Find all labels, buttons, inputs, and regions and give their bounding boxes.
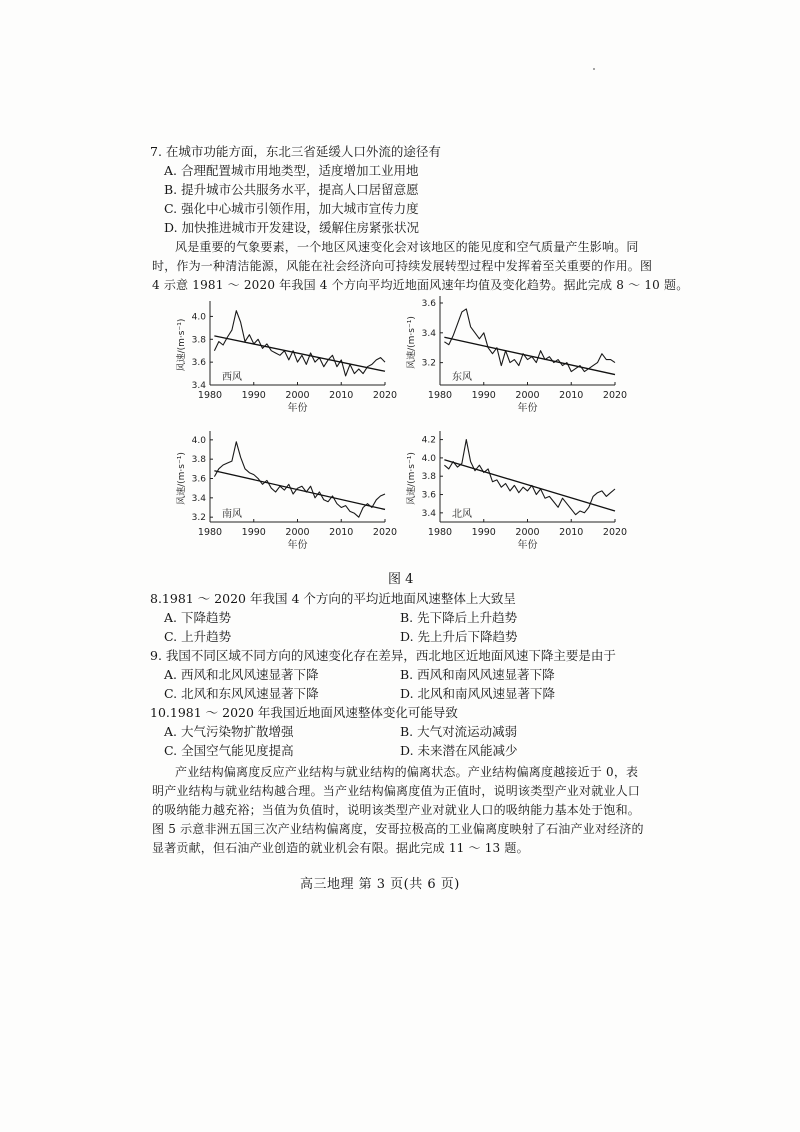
west-x-tick-label: 1990 <box>241 390 266 401</box>
east-x-tick-label: 2020 <box>602 390 628 401</box>
south-y-tick-label: 3.6 <box>191 474 206 485</box>
east-wind-speed-series <box>444 309 615 372</box>
passage1-line-3: 4 示意 1981 ～ 2020 年我国 4 个方向平均近地面风速年均值及变化趋势。据此完成 8 ～ 10 题。 <box>152 278 689 292</box>
q10-stem: 10.1981 ～ 2020 年我国近地面风速整体变化可能导致 <box>150 705 458 720</box>
east-x-tick-label: 1990 <box>471 390 496 401</box>
q8-option-c: C. 上升趋势 <box>164 629 232 644</box>
north-x-tick-label: 1980 <box>427 527 453 538</box>
west-x-tick-label: 2020 <box>372 390 398 401</box>
west-x-tick-label: 2010 <box>329 390 354 401</box>
passage2-line-2: 明产业结构与就业结构越合理。当产业结构偏离度值为正值时，说明该类型产业对就业人口 <box>152 784 641 798</box>
west-panel-label: 西风 <box>222 372 242 383</box>
south-y-tick-label: 3.2 <box>191 513 206 524</box>
west-x-tick-label: 1980 <box>197 390 223 401</box>
west-y-axis-title: 风速/(m·s⁻¹) <box>177 318 187 372</box>
q7-option-b: B. 提升城市公共服务水平，提高人口居留意愿 <box>164 182 419 197</box>
east-x-tick-label: 2000 <box>515 390 540 401</box>
north-x-tick-label: 2000 <box>515 527 540 538</box>
east-x-tick-label: 2010 <box>559 390 584 401</box>
south-y-tick-label: 4.0 <box>191 435 206 446</box>
north-y-tick-label: 3.6 <box>421 490 436 501</box>
passage2-line-3: 的吸纳能力越充裕；当值为负值时，说明该类型产业对就业人口的吸纳能力基本处于饱和。 <box>152 803 641 817</box>
west-y-tick-label: 4.0 <box>191 312 206 323</box>
north-trend-line <box>444 460 615 511</box>
scan-speck <box>593 68 595 70</box>
south-panel-label: 南风 <box>222 509 242 520</box>
east-trend-line <box>444 337 615 374</box>
north-x-tick-label: 1990 <box>471 527 496 538</box>
east-x-axis-title: 年份 <box>517 403 538 414</box>
q7-stem: 7. 在城市功能方面，东北三省延缓人口外流的途径有 <box>150 144 441 159</box>
q10-option-b: B. 大气对流运动减弱 <box>400 724 518 739</box>
q8-option-b: B. 先下降后上升趋势 <box>400 610 518 625</box>
south-x-axis-title: 年份 <box>287 540 308 551</box>
q8-option-d: D. 先上升后下降趋势 <box>400 629 518 644</box>
west-y-tick-label: 3.8 <box>191 335 206 346</box>
west-y-tick-label: 3.6 <box>191 358 206 369</box>
page-footer: 高三地理 第 3 页(共 6 页) <box>300 877 460 892</box>
south-y-tick-label: 3.4 <box>191 493 206 504</box>
south-wind-speed-series <box>214 442 385 517</box>
east-y-axis-title: 风速/(m·s⁻¹) <box>407 316 417 369</box>
north-y-axis-title: 风速/(m·s⁻¹) <box>407 452 417 505</box>
north-x-tick-label: 2020 <box>602 527 628 538</box>
west-x-axis-title: 年份 <box>287 403 308 414</box>
q10-option-c: C. 全国空气能见度提高 <box>164 743 294 758</box>
north-x-tick-label: 2010 <box>559 527 584 538</box>
north-panel-label: 北风 <box>452 509 472 520</box>
q7-option-d: D. 加快推进城市开发建设，缓解住房紧张状况 <box>164 220 420 235</box>
north-y-tick-label: 4.0 <box>421 453 436 464</box>
passage1-line-1: 风是重要的气象要素，一个地区风速变化会对该地区的能见度和空气质量产生影响。同 <box>175 240 639 254</box>
south-y-axis-title: 风速/(m·s⁻¹) <box>177 452 187 505</box>
east-x-tick-label: 1980 <box>427 390 453 401</box>
north-x-axis-title: 年份 <box>517 540 538 551</box>
east-y-tick-label: 3.6 <box>421 298 436 309</box>
q9-option-c: C. 北风和东风风速显著下降 <box>164 686 319 701</box>
east-y-tick-label: 3.4 <box>421 328 436 339</box>
q7-option-c: C. 强化中心城市引领作用，加大城市宣传力度 <box>164 201 419 216</box>
west-trend-line <box>214 336 385 371</box>
figure-caption: 图 4 <box>388 572 414 587</box>
east-panel-label: 东风 <box>452 372 472 383</box>
passage1-line-2: 时，作为一种清洁能源，风能在社会经济向可持续发展转型过程中发挥着至关重要的作用。图 <box>152 259 653 273</box>
q7-option-a: A. 合理配置城市用地类型，适度增加工业用地 <box>164 163 419 178</box>
south-x-tick-label: 2000 <box>285 527 310 538</box>
q8-stem: 8.1981 ～ 2020 年我国 4 个方向的平均近地面风速整体上大致呈 <box>150 591 516 606</box>
q9-stem: 9. 我国不同区域不同方向的风速变化存在差异，西北地区近地面风速下降主要是由于 <box>150 648 616 663</box>
south-trend-line <box>214 471 385 510</box>
q10-option-d: D. 未来潜在风能减少 <box>400 743 518 758</box>
north-y-tick-label: 3.8 <box>421 472 436 483</box>
passage2-line-1: 产业结构偏离度反应产业结构与就业结构的偏离状态。产业结构偏离度越接近于 0，表 <box>175 765 639 779</box>
south-x-tick-label: 1980 <box>197 527 223 538</box>
south-x-tick-label: 1990 <box>241 527 266 538</box>
q9-option-a: A. 西风和北风风速显著下降 <box>164 667 319 682</box>
passage2-line-4: 图 5 示意非洲五国三次产业结构偏离度，安哥拉极高的工业偏离度映射了石油产业对经济的 <box>152 822 644 836</box>
west-y-tick-label: 3.4 <box>191 381 206 391</box>
passage2-line-5: 显著贡献，但石油产业创造的就业机会有限。据此完成 11 ～ 13 题。 <box>152 841 529 855</box>
q8-option-a: A. 下降趋势 <box>164 610 231 625</box>
south-y-tick-label: 3.8 <box>191 455 206 466</box>
west-x-tick-label: 2000 <box>285 390 310 401</box>
south-x-tick-label: 2020 <box>372 527 398 538</box>
q10-option-a: A. 大气污染物扩散增强 <box>164 724 294 739</box>
north-y-tick-label: 4.2 <box>421 435 436 446</box>
q9-option-d: D. 北风和南风风速显著下降 <box>400 686 556 701</box>
east-y-tick-label: 3.2 <box>421 358 436 369</box>
north-y-tick-label: 3.4 <box>421 508 436 519</box>
south-x-tick-label: 2010 <box>329 527 354 538</box>
q9-option-b: B. 西风和南风风速显著下降 <box>400 667 555 682</box>
